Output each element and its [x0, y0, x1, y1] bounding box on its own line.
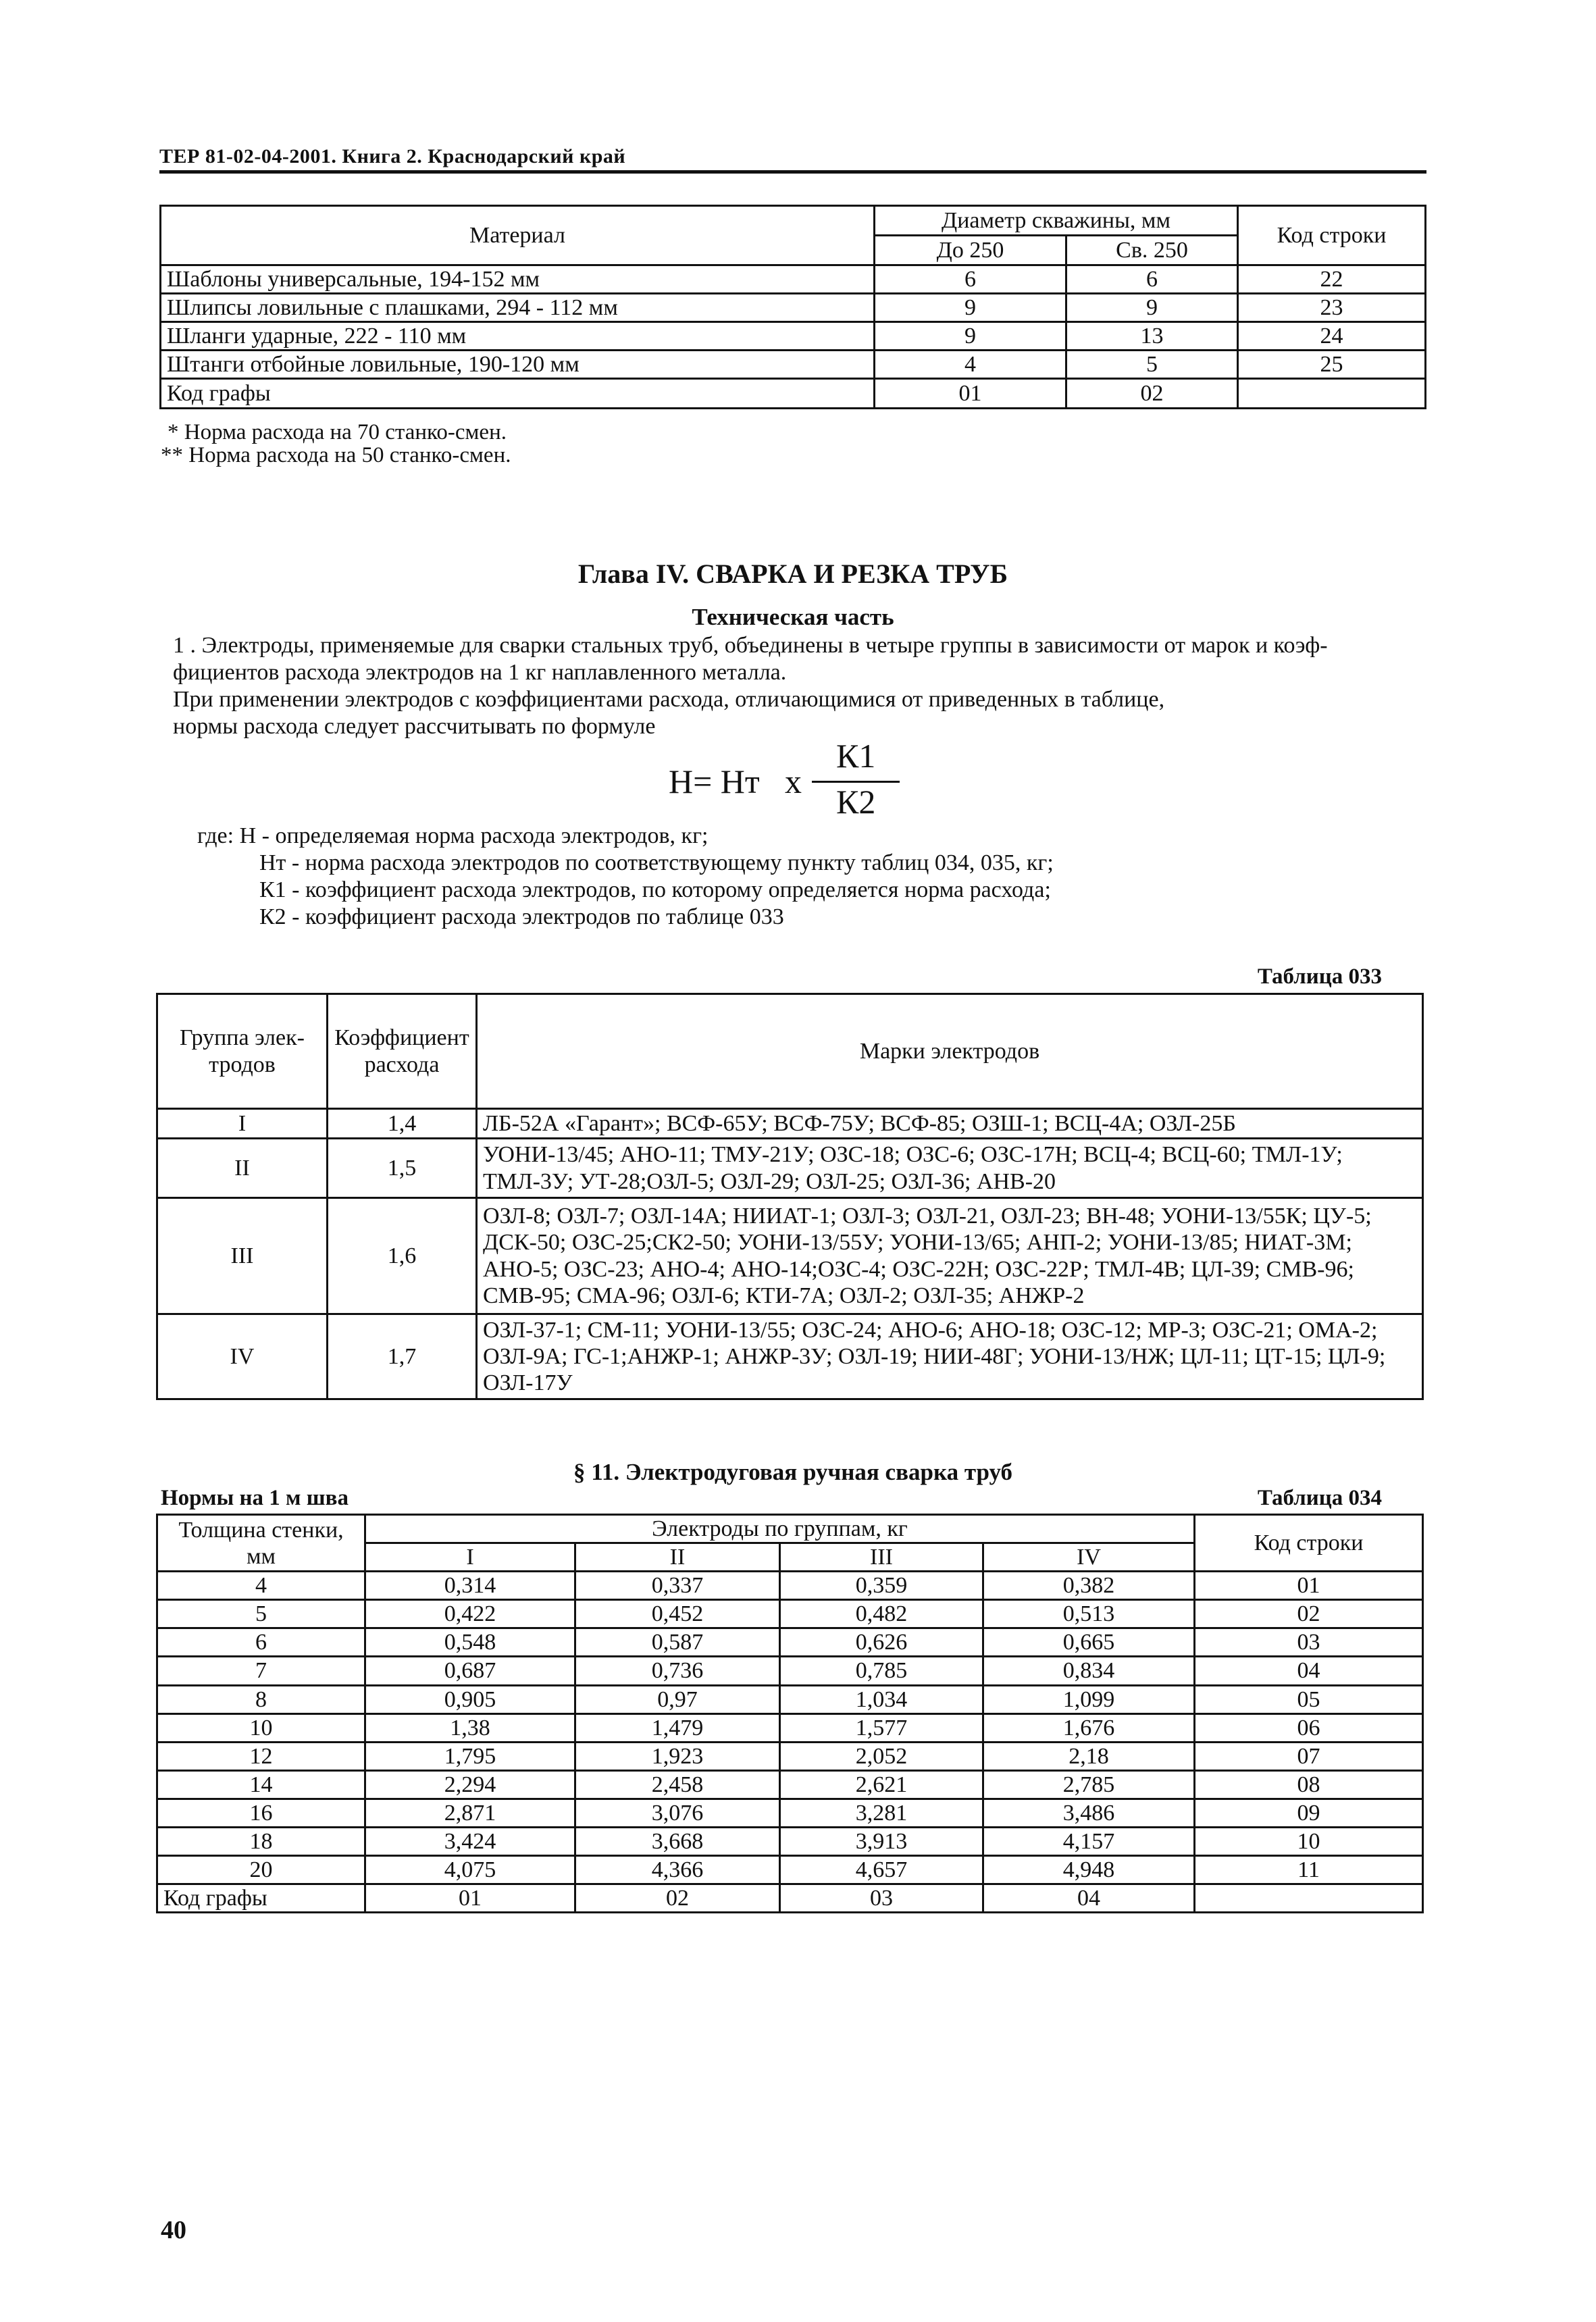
value-cell: 0,548 — [365, 1628, 575, 1657]
value-cell: 2,785 — [983, 1770, 1195, 1799]
coef-cell: 1,6 — [328, 1198, 477, 1314]
upto-cell: 4 — [875, 351, 1066, 379]
code-cell: 23 — [1238, 294, 1426, 322]
paragraph-1: 1 . Электроды, применяемые для сварки стальных труб, объединены в четыре группы в зависимости от марок и коэф- — [173, 633, 1328, 658]
footer-code — [1195, 1884, 1423, 1913]
table-034 — [156, 1514, 1424, 1913]
table-row — [157, 1828, 1423, 1856]
code-cell: 03 — [1195, 1628, 1423, 1657]
value-cell: 1,676 — [983, 1713, 1195, 1742]
paragraph-2: При применении электродов с коэффициентами расхода, отличающимися от приведенных в таблице, — [173, 687, 1165, 712]
col-header-material: Материал — [161, 206, 875, 265]
table-row — [157, 1600, 1423, 1628]
footnote-2: ** Норма расхода на 50 станко-смен. — [161, 443, 511, 467]
value-cell: 0,665 — [983, 1628, 1195, 1657]
col-header-thickness: Толщина стенки, мм — [157, 1515, 365, 1572]
footer-label: Код графы — [157, 1884, 365, 1913]
thickness-cell: 18 — [157, 1828, 365, 1856]
page-number: 40 — [161, 2216, 186, 2244]
value-cell: 3,913 — [780, 1828, 983, 1856]
code-cell: 11 — [1195, 1856, 1423, 1884]
table-033 — [156, 993, 1424, 1400]
table-row — [161, 322, 1426, 351]
thickness-cell: 8 — [157, 1685, 365, 1713]
materials-table — [159, 205, 1426, 409]
col-header-upto: До 250 — [875, 236, 1066, 265]
table-row — [157, 1856, 1423, 1884]
value-cell: 0,513 — [983, 1600, 1195, 1628]
col-header-over: Св. 250 — [1066, 236, 1238, 265]
where-line-2: Нт - норма расхода электродов по соответствующему пункту таблиц 034, 035, кг; — [259, 850, 1054, 875]
value-cell: 0,687 — [365, 1657, 575, 1685]
thickness-cell: 20 — [157, 1856, 365, 1884]
group-cell: II — [157, 1139, 328, 1198]
over-cell: 13 — [1066, 322, 1238, 351]
footer-upto: 01 — [875, 379, 1066, 409]
thickness-cell: 14 — [157, 1770, 365, 1799]
value-cell: 4,948 — [983, 1856, 1195, 1884]
material-cell: Шлипсы ловильные с плашками, 294 - 112 мм — [161, 294, 875, 322]
value-cell: 3,486 — [983, 1799, 1195, 1827]
norms-label: Нормы на 1 м шва — [161, 1486, 349, 1510]
coef-cell: 1,7 — [328, 1314, 477, 1399]
table-row — [157, 1657, 1423, 1685]
material-cell: Шаблоны универсальные, 194-152 мм — [161, 265, 875, 294]
upto-cell: 9 — [875, 322, 1066, 351]
value-cell: 4,366 — [575, 1856, 780, 1884]
value-cell: 3,281 — [780, 1799, 983, 1827]
value-cell: 4,075 — [365, 1856, 575, 1884]
value-cell: 2,458 — [575, 1770, 780, 1799]
value-cell: 1,479 — [575, 1713, 780, 1742]
value-cell: 2,871 — [365, 1799, 575, 1827]
value-cell: 4,657 — [780, 1856, 983, 1884]
where-line-1: где: Н - определяемая норма расхода электродов, кг; — [197, 823, 709, 848]
material-cell: Шланги ударные, 222 - 110 мм — [161, 322, 875, 351]
over-cell: 6 — [1066, 265, 1238, 294]
group-header: II — [575, 1543, 780, 1572]
footer-col: 03 — [780, 1884, 983, 1913]
formula-numerator: К1 — [836, 737, 876, 775]
col-header-marks: Марки электродов — [477, 994, 1423, 1109]
group-cell: I — [157, 1109, 328, 1139]
footer-col: 02 — [575, 1884, 780, 1913]
value-cell: 3,076 — [575, 1799, 780, 1827]
footer-over: 02 — [1066, 379, 1238, 409]
thickness-cell: 5 — [157, 1600, 365, 1628]
code-cell: 08 — [1195, 1770, 1423, 1799]
value-cell: 0,452 — [575, 1600, 780, 1628]
formula-lhs: Н= Нт — [669, 763, 760, 800]
value-cell: 0,785 — [780, 1657, 983, 1685]
marks-cell: ЛБ-52А «Гарант»; ВСФ-65У; ВСФ-75У; ВСФ-85; ОЗШ-1; ВСЦ-4А; ОЗЛ-25Б — [477, 1109, 1423, 1139]
code-cell: 24 — [1238, 322, 1426, 351]
code-cell: 05 — [1195, 1685, 1423, 1713]
thickness-cell: 10 — [157, 1713, 365, 1742]
table-row — [157, 1628, 1423, 1657]
table-row — [157, 1742, 1423, 1770]
footer-label: Код графы — [161, 379, 875, 409]
footer-col: 01 — [365, 1884, 575, 1913]
table-footer-row — [161, 379, 1426, 409]
value-cell: 0,97 — [575, 1685, 780, 1713]
value-cell: 0,382 — [983, 1572, 1195, 1600]
value-cell: 3,424 — [365, 1828, 575, 1856]
code-cell: 25 — [1238, 351, 1426, 379]
value-cell: 0,422 — [365, 1600, 575, 1628]
where-line-4: К2 - коэффициент расхода электродов по таблице 033 — [259, 904, 784, 929]
formula-times: х — [785, 763, 802, 800]
table-row — [157, 1109, 1423, 1139]
code-cell: 04 — [1195, 1657, 1423, 1685]
value-cell: 0,359 — [780, 1572, 983, 1600]
footer-col: 04 — [983, 1884, 1195, 1913]
value-cell: 0,834 — [983, 1657, 1195, 1685]
code-cell: 07 — [1195, 1742, 1423, 1770]
table-row — [161, 351, 1426, 379]
table-row — [161, 265, 1426, 294]
chapter-subtitle: Техническая часть — [692, 604, 894, 630]
group-cell: IV — [157, 1314, 328, 1399]
thickness-cell: 12 — [157, 1742, 365, 1770]
paragraph-2b: нормы расхода следует рассчитывать по формуле — [173, 714, 656, 739]
marks-cell: ОЗЛ-37-1; СМ-11; УОНИ-13/55; ОЗС-24; АНО-6; АНО-18; ОЗС-12; МР-3; ОЗС-21; ОМА-2; ОЗЛ-9А; ГС-1;АНЖР-1; АНЖР-3У; ОЗЛ-19; НИИ-48Г; УОНИ-13/НЖ; ЦЛ-11; ЦТ-15; ЦЛ-9; ОЗЛ-17У — [477, 1314, 1423, 1399]
table-row — [157, 1799, 1423, 1827]
value-cell: 1,923 — [575, 1742, 780, 1770]
col-header-code: Код строки — [1238, 206, 1426, 265]
group-header: I — [365, 1543, 575, 1572]
code-cell: 06 — [1195, 1713, 1423, 1742]
value-cell: 1,38 — [365, 1713, 575, 1742]
section-11-title: § 11. Электродуговая ручная сварка труб — [573, 1459, 1012, 1485]
marks-cell: УОНИ-13/45; АНО-11; ТМУ-21У; ОЗС-18; ОЗС-6; ОЗС-17Н; ВСЦ-4; ВСЦ-60; ТМЛ-1У; ТМЛ-3У; УТ-28;ОЗЛ-5; ОЗЛ-29; ОЗЛ-25; ОЗЛ-36; АНВ-20 — [477, 1139, 1423, 1198]
thickness-cell: 4 — [157, 1572, 365, 1600]
table-row — [157, 1572, 1423, 1600]
value-cell: 1,034 — [780, 1685, 983, 1713]
thickness-cell: 7 — [157, 1657, 365, 1685]
upto-cell: 6 — [875, 265, 1066, 294]
value-cell: 2,294 — [365, 1770, 575, 1799]
value-cell: 4,157 — [983, 1828, 1195, 1856]
footnote-1: * Норма расхода на 70 станко-смен. — [168, 420, 507, 444]
thickness-cell: 6 — [157, 1628, 365, 1657]
code-cell: 02 — [1195, 1600, 1423, 1628]
formula-denominator: К2 — [836, 783, 876, 821]
table-034-caption: Таблица 034 — [1257, 1486, 1382, 1510]
table-row — [157, 1139, 1423, 1198]
code-cell: 09 — [1195, 1799, 1423, 1827]
value-cell: 1,795 — [365, 1742, 575, 1770]
chapter-title: Глава IV. СВАРКА И РЕЗКА ТРУБ — [577, 559, 1008, 589]
footer-code — [1238, 379, 1426, 409]
paragraph-1b: фициентов расхода электродов на 1 кг наплавленного металла. — [173, 660, 787, 685]
value-cell: 0,337 — [575, 1572, 780, 1600]
thickness-cell: 16 — [157, 1799, 365, 1827]
group-header: III — [780, 1543, 983, 1572]
table-footer-row — [157, 1884, 1423, 1913]
upto-cell: 9 — [875, 294, 1066, 322]
col-header-code: Код строки — [1195, 1515, 1423, 1572]
table-row — [157, 1770, 1423, 1799]
table-row — [157, 1198, 1423, 1314]
group-header: IV — [983, 1543, 1195, 1572]
material-cell: Штанги отбойные ловильные, 190-120 мм — [161, 351, 875, 379]
running-header: ТЕР 81-02-04-2001. Книга 2. Краснодарский край — [159, 143, 1426, 174]
value-cell: 0,314 — [365, 1572, 575, 1600]
value-cell: 0,905 — [365, 1685, 575, 1713]
col-header-electrodes: Электроды по группам, кг — [365, 1515, 1195, 1543]
value-cell: 0,626 — [780, 1628, 983, 1657]
col-header-coef: Коэффициент расхода — [328, 994, 477, 1109]
marks-cell: ОЗЛ-8; ОЗЛ-7; ОЗЛ-14А; НИИАТ-1; ОЗЛ-3; ОЗЛ-21, ОЗЛ-23; ВН-48; УОНИ-13/55К; ЦУ-5; ДСК-50; ОЗС-25;СК2-50; УОНИ-13/55У; УОНИ-13/65; АНП-2; УОНИ-13/85; НИАТ-3М; АНО-5; ОЗС-23; АНО-4; АНО-14;ОЗС-4; ОЗС-22Н; ОЗС-22Р; ТМЛ-4В; ЦЛ-39; СМВ-96; СМВ-95; СМА-96; ОЗЛ-6; КТИ-7А; ОЗЛ-2; ОЗЛ-35; АНЖР-2 — [477, 1198, 1423, 1314]
value-cell: 0,587 — [575, 1628, 780, 1657]
coef-cell: 1,4 — [328, 1109, 477, 1139]
code-cell: 01 — [1195, 1572, 1423, 1600]
col-header-group: Группа элек- тродов — [157, 994, 328, 1109]
value-cell: 2,621 — [780, 1770, 983, 1799]
code-cell: 22 — [1238, 265, 1426, 294]
value-cell: 1,099 — [983, 1685, 1195, 1713]
table-033-caption: Таблица 033 — [1257, 964, 1382, 989]
value-cell: 1,577 — [780, 1713, 983, 1742]
code-cell: 10 — [1195, 1828, 1423, 1856]
where-line-3: К1 - коэффициент расхода электродов, по которому определяется норма расхода; — [259, 877, 1051, 902]
col-header-diameter: Диаметр скважины, мм — [875, 206, 1238, 236]
value-cell: 2,052 — [780, 1742, 983, 1770]
over-cell: 9 — [1066, 294, 1238, 322]
over-cell: 5 — [1066, 351, 1238, 379]
group-cell: III — [157, 1198, 328, 1314]
table-row — [161, 294, 1426, 322]
table-row — [157, 1314, 1423, 1399]
value-cell: 3,668 — [575, 1828, 780, 1856]
table-row — [157, 1713, 1423, 1742]
value-cell: 2,18 — [983, 1742, 1195, 1770]
table-row — [157, 1685, 1423, 1713]
value-cell: 0,482 — [780, 1600, 983, 1628]
coef-cell: 1,5 — [328, 1139, 477, 1198]
value-cell: 0,736 — [575, 1657, 780, 1685]
